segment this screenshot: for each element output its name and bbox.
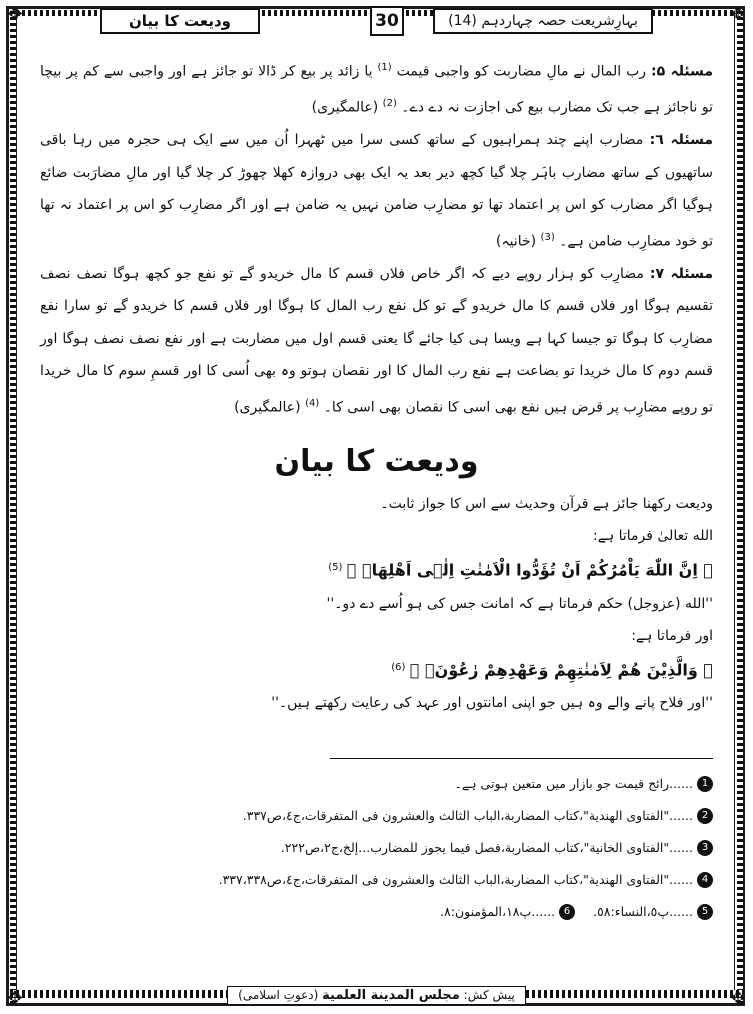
ayah-1: ﴿ اِنَّ اللّٰهَ یَاْمُرُكُمْ اَنْ تُؤَدُّوا الْاَمٰنٰتِ اِلٰۤى اَهْلِهَاۙ ﴾ $^{(5)}$	[328, 560, 713, 580]
footnote-divider	[330, 758, 713, 759]
chapter-title: ودیعت کا بیان	[100, 8, 260, 34]
decorative-right-band	[737, 10, 743, 1004]
and-says: اور فرماتا ہے:	[631, 627, 713, 644]
decorative-left-band	[10, 10, 16, 1004]
footnote-item: 3 ......"الفتاوی الخانیة"،کتاب المضاربة،فصل فیما یجوز للمضارب...إلخ،ج٢،ص٢٢٢.	[40, 832, 713, 864]
masala-6: مسئلہ ٦: مضارب اپنے چند ہمراہیوں کے ساتھ کسی سرا میں ٹھہرا اُن میں سے ایک ہی حجرہ میں رہا باقی ساتھیوں کے ساتھ مضارب باہَر چلا گیا کچھ دیر بعد یہ ایک بھی دروازہ کھلا چھوڑ کر چلا گیا اور مالِ مضارَبت ضائع ہوگیا اگر مضارب کو اس پر اعتماد تھا تو مضارِب ضامن نہیں یہ ضامن ہے اور اگر مضارِب کو اس پر اعتماد نہ تھا تو خود مضارِب ضامن ہے۔ $^{(3)}$ (خانیہ)	[40, 132, 714, 250]
footnote-item: 4 ......"الفتاوی الھندیة"،کتاب المضاربة،الباب الثالث والعشرون فی المتفرقات،ج٤،ص٣٣٧،٣٣٨.	[40, 864, 713, 896]
translation-1: ''الله (عزوجل) حکم فرماتا ہے کہ امانت جس کی ہو اُسے دے دو۔''	[326, 595, 713, 612]
ayah-2: ﴿ وَالَّذِیْنَ هُمْ لِاَمٰنٰتِهِمْ وَعَهْدِهِمْ رٰعُوْنَۙ ﴾ $^{(6)}$	[391, 660, 713, 680]
footnote-item: 2 ......"الفتاوی الھندیة"،کتاب المضاربة،الباب الثالث والعشرون فی المتفرقات،ج٤،ص٣٣٧.	[40, 800, 713, 832]
section-intro: ودیعت رکھنا جائز ہے قرآن وحدیث سے اس کا جواز ثابت۔	[380, 496, 713, 513]
footnotes	[40, 768, 713, 928]
main-content	[40, 52, 713, 719]
page-footer	[0, 984, 753, 1005]
section-title: ودیعت کا بیان	[274, 444, 479, 480]
book-title: بہارِشریعت حصہ چہاردہم (14)	[433, 8, 653, 34]
masala-7: مسئلہ ۷: مضارِب کو ہزار روپے دیے کہ اگر خاص فلاں قسم کا مال خریدو گے تو نفع جو کچھ ہوگا نصف نصف تقسیم ہوگا اور فلاں قسم کا مال خریدو گے تو کل نفع رب المال کا ہوگا اور فلاں قسم کا خریدو گے تو سارا نفع مضارِب کا ہوگا تو جیسا کہا ہے ویسا ہی کیا جائے گا یعنی قسم اول میں مضاربت ہے اور نفع نصف نصف ہوگا اور قسم دوم کا مال خریدا تو بضاعت ہے نفع رب المال کا اور نقصان ہوتو وہ بھی اُسی کا اور قسمِ سوم کا مال خریدا تو روپے مضارِب پر قرض ہیں نفع بھی اسی کا نقصان بھی اسی کا۔ $^{(4)}$ (عالمگیری)	[40, 265, 713, 416]
footnote-item: 6 ......پ١٨،المؤمنون:٨.	[440, 896, 575, 928]
page-number: 30	[370, 6, 404, 36]
footnote-row	[40, 896, 713, 928]
corner-ornament-icon: ✥	[7, 4, 23, 25]
page-header	[100, 8, 653, 38]
footnote-item: 1 ......رائج قیمت جو بازار میں متعین ہوتی ہے۔	[40, 768, 713, 800]
footer-publisher: پیش کش: مجلس المدینة العلمیة (دعوتِ اسلامی)	[227, 986, 526, 1005]
masala-5: مسئلہ ۵: رب المال نے مالِ مضاربت کو واجبی قیمت $^{(1)}$ یا زائد پر بیع کر ڈالا تو جائز ہے اور واجبی سے کم پر بیچا تو ناجائز ہے جب تک مضارب بیع کی اجازت نہ دے دے۔ $^{(2)}$ (عالمگیری)	[40, 62, 714, 116]
allah-says: الله تعالیٰ فرماتا ہے:	[593, 528, 713, 545]
translation-2: ''اور فلاح پانے والے وہ ہیں جو اپنی امانتوں اور عہد کی رعایت رکھتے ہیں۔''	[271, 695, 713, 712]
corner-ornament-icon: ✥	[730, 988, 746, 1009]
footnote-item: 5 ......پ٥،النساء:٥٨.	[593, 896, 713, 928]
corner-ornament-icon: ✥	[7, 988, 23, 1009]
corner-ornament-icon: ✥	[730, 4, 746, 25]
